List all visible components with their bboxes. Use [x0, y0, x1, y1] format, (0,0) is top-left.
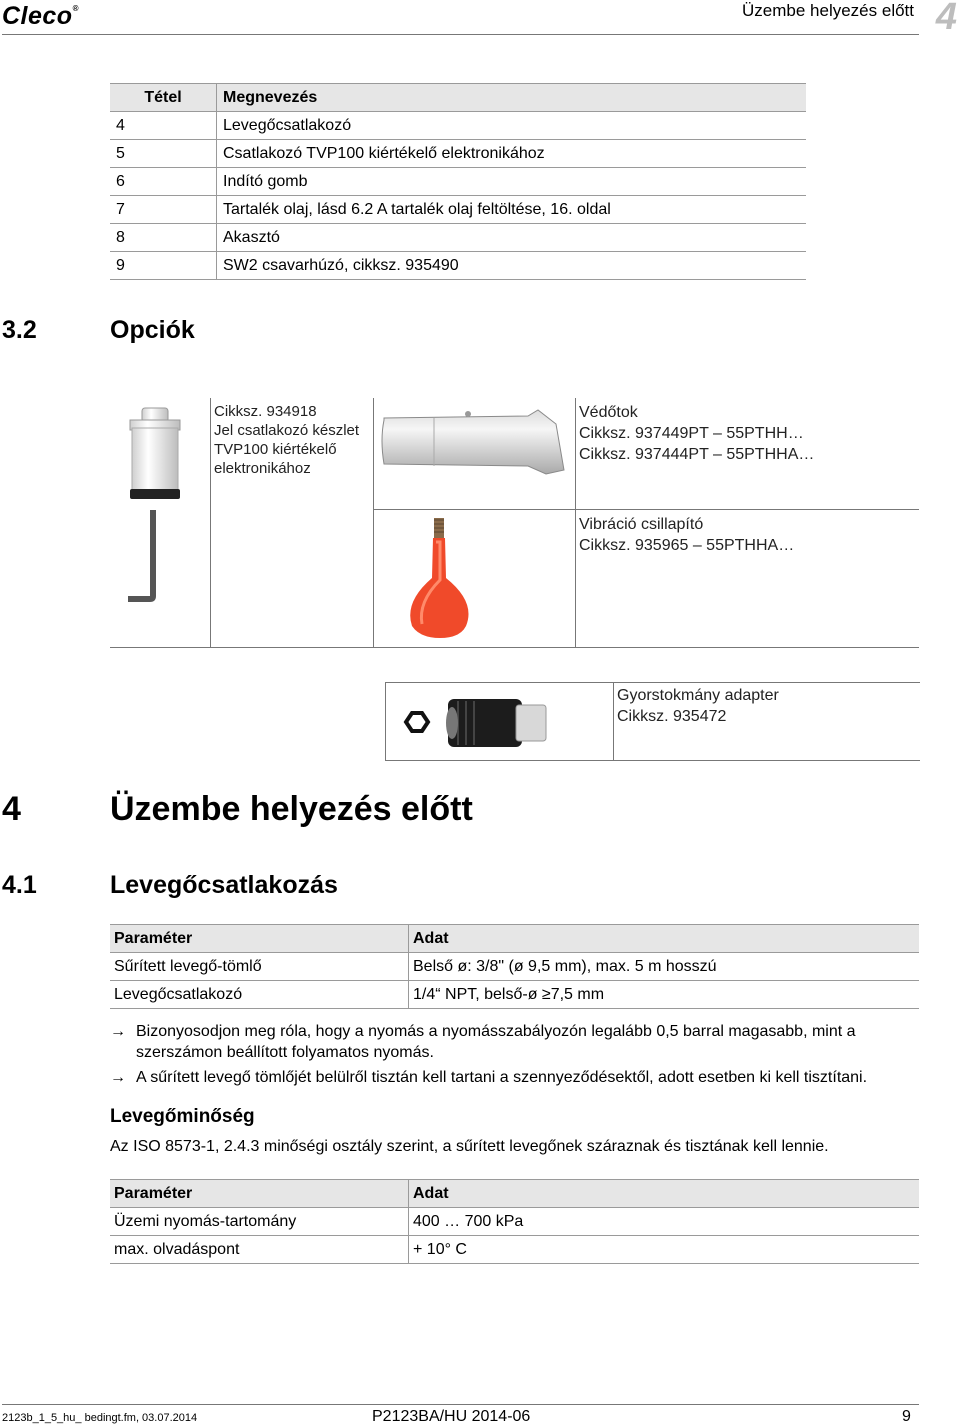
- part-number: Cikksz. 935965 – 55PTHHA…: [579, 537, 795, 554]
- arrow-icon: →: [110, 1069, 126, 1086]
- instruction-item: [110, 1067, 940, 1089]
- header-rule: [2, 34, 919, 35]
- section-title: Opciók: [110, 316, 195, 344]
- item-number: 8: [110, 224, 217, 252]
- adapter-box: [385, 682, 920, 761]
- part-name: Védőtok: [579, 404, 638, 421]
- page-number: 9: [902, 1408, 911, 1425]
- column-header: Adat: [409, 925, 920, 953]
- quick-chuck-adapter-image: [400, 691, 550, 751]
- part-name: Vibráció csillapító: [579, 516, 704, 533]
- adapter-text: [617, 685, 779, 727]
- part-number: Cikksz. 937444PT – 55PTHHA…: [579, 446, 815, 463]
- divider: [575, 398, 576, 647]
- protective-cover-image: [378, 404, 570, 476]
- chapter-number-tab: 4: [935, 0, 957, 38]
- parameter-cell: Sűrített levegő-tömlő: [110, 953, 409, 981]
- value-cell: + 10° C: [409, 1236, 920, 1264]
- item-number: 9: [110, 252, 217, 280]
- arrow-icon: →: [110, 1023, 126, 1040]
- table-header-row: [110, 84, 806, 112]
- text-line: Bizonyosodjon meg róla, hogy a nyomás a nyomásszabályozón legalább 0,5 barral magasabb, mint a: [136, 1023, 856, 1040]
- item-name: Tartalék olaj, lásd 6.2 A tartalék olaj feltöltése, 16. oldal: [217, 196, 807, 224]
- options-box: [110, 398, 919, 648]
- part-name: Jel csatlakozó készlet: [214, 422, 360, 439]
- item-name: Levegőcsatlakozó: [217, 112, 807, 140]
- divider: [373, 509, 919, 510]
- item-name: Csatlakozó TVP100 kiértékelő elektronikához: [217, 140, 807, 168]
- table-row: [110, 112, 806, 140]
- part-name: TVP100 kiértékelő: [214, 441, 337, 458]
- footer-document-id: P2123BA/HU 2014-06: [372, 1408, 531, 1425]
- table-row: [110, 196, 806, 224]
- cover-text: [579, 402, 814, 465]
- signal-connector-kit-image: [120, 406, 192, 616]
- table-header-row: [110, 1180, 919, 1208]
- footer-rule: [2, 1404, 919, 1405]
- table-row: [110, 953, 919, 981]
- table-row: [110, 140, 806, 168]
- text-line: szerszámon beállított folyamatos nyomás.: [136, 1044, 434, 1061]
- item-number: 6: [110, 168, 217, 196]
- instruction-item: [110, 1021, 930, 1065]
- section-title: Levegőcsatlakozás: [110, 871, 338, 899]
- value-cell: 400 … 700 kPa: [409, 1208, 920, 1236]
- divider: [613, 683, 614, 760]
- cleco-logo: Cleco®: [2, 2, 79, 30]
- vibration-text: [579, 514, 794, 556]
- item-number: 5: [110, 140, 217, 168]
- chapter-title: Üzembe helyezés előtt: [110, 790, 473, 828]
- item-number: 7: [110, 196, 217, 224]
- part-name: Gyorstokmány adapter: [617, 687, 779, 704]
- footer-file-info: 2123b_1_5_hu_ bedingt.fm, 03.07.2014: [2, 1412, 198, 1424]
- chapter-number: 4: [2, 790, 21, 828]
- parameter-cell: max. olvadáspont: [110, 1236, 409, 1264]
- column-header: Paraméter: [110, 1180, 409, 1208]
- table-row: [110, 1236, 919, 1264]
- divider: [210, 398, 211, 647]
- table-row: [110, 981, 919, 1009]
- parameter-cell: Üzemi nyomás-tartomány: [110, 1208, 409, 1236]
- part-number: Cikksz. 934918: [214, 403, 317, 420]
- table-header-row: [110, 925, 919, 953]
- parameter-cell: Levegőcsatlakozó: [110, 981, 409, 1009]
- signal-kit-text: [214, 402, 359, 478]
- column-header: Adat: [409, 1180, 920, 1208]
- item-name: Indító gomb: [217, 168, 807, 196]
- part-name: elektronikához: [214, 460, 311, 477]
- item-name: Akasztó: [217, 224, 807, 252]
- value-cell: Belső ø: 3/8" (ø 9,5 mm), max. 5 m hosszú: [409, 953, 920, 981]
- running-header-title: Üzembe helyezés előtt: [742, 1, 914, 20]
- instruction-text: [136, 1021, 926, 1063]
- subsection-title: Levegőminőség: [110, 1106, 255, 1127]
- part-number: Cikksz. 935472: [617, 708, 727, 725]
- item-name: SW2 csavarhúzó, cikksz. 935490: [217, 252, 807, 280]
- part-number: Cikksz. 937449PT – 55PTHH…: [579, 425, 804, 442]
- divider: [373, 398, 374, 647]
- vibration-damper-image: [400, 516, 480, 642]
- air-quality-text: Az ISO 8573-1, 2.4.3 minőségi osztály szerint, a sűrített levegőnek száraznak és tisztának kell lennie.: [110, 1138, 829, 1155]
- table-row: [110, 168, 806, 196]
- column-header: Paraméter: [110, 925, 409, 953]
- parts-table: [110, 83, 806, 280]
- section-number: 4.1: [2, 871, 37, 899]
- air-connection-table: [110, 924, 919, 1009]
- table-row: [110, 224, 806, 252]
- section-number: 3.2: [2, 316, 37, 344]
- value-cell: 1/4“ NPT, belső-ø ≥7,5 mm: [409, 981, 920, 1009]
- pressure-table: [110, 1179, 919, 1264]
- column-header: Megnevezés: [217, 84, 807, 112]
- column-header: Tétel: [110, 84, 217, 112]
- table-row: [110, 252, 806, 280]
- instruction-text: A sűrített levegő tömlőjét belülről tisztán kell tartani a szennyeződésektől, adott esetben ki kell tisztítani.: [136, 1069, 868, 1086]
- table-row: [110, 1208, 919, 1236]
- item-number: 4: [110, 112, 217, 140]
